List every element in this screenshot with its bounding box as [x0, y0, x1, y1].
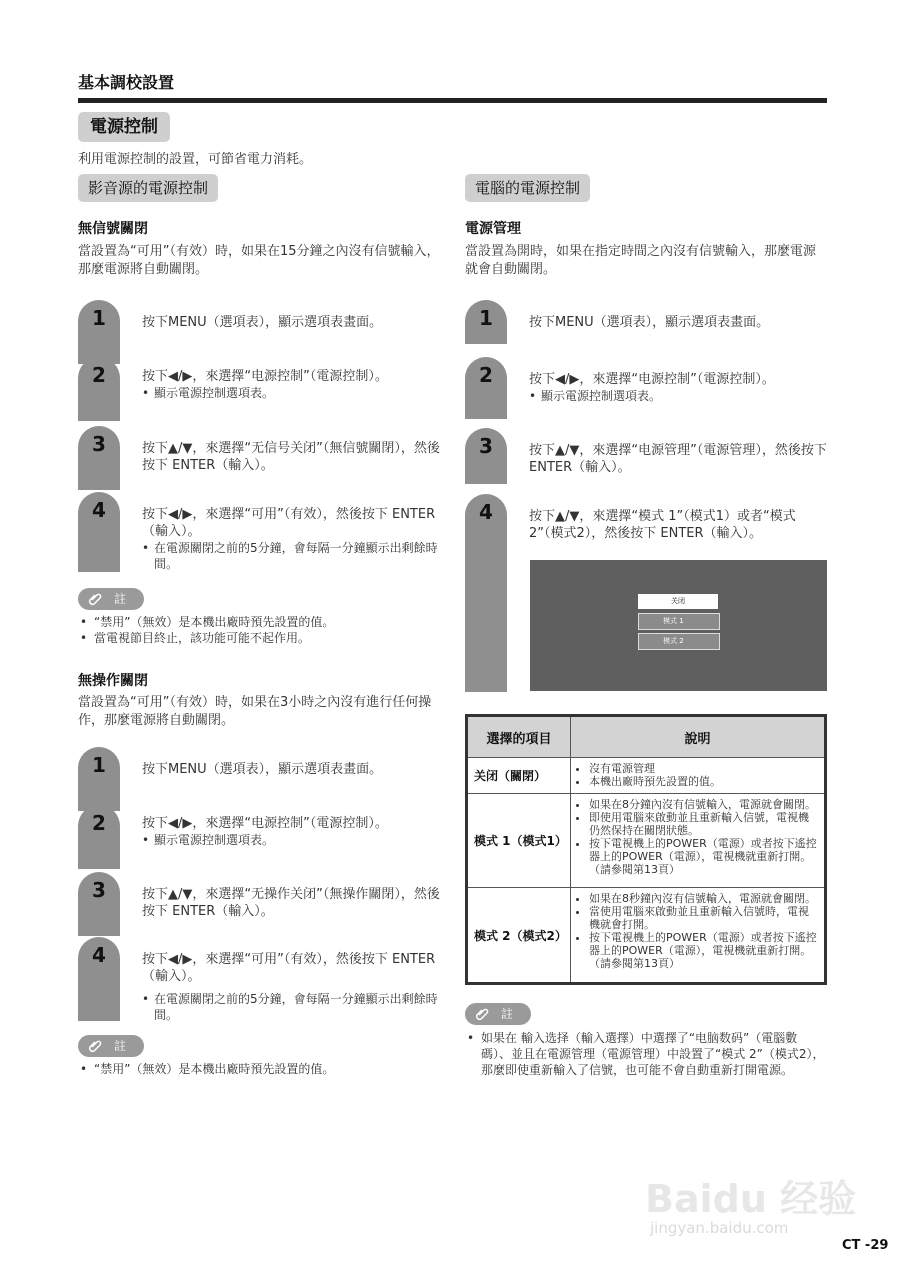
step-number: 4	[479, 500, 493, 524]
menu-option-mode1[interactable]: 模式 1	[638, 613, 720, 630]
paperclip-icon	[88, 591, 104, 614]
note-badge	[465, 1003, 531, 1025]
table-cell-desc	[571, 888, 826, 984]
block2-para: 當設置為“可用”（有效）時，如果在3小時之內沒有進行任何操作，那麼電源將自動關閉。	[78, 695, 432, 728]
note-label: 註	[501, 1007, 514, 1021]
table-row	[467, 794, 826, 888]
step-text: 按下MENU（選項表），顯示選項表畫面。	[142, 315, 383, 330]
step-bullet: • 顯示電源控制選項表。	[142, 385, 440, 401]
step-text: 按下▲/▼，來選擇“模式 1”（模式1）或者“模式 2”（模式2），然後按下 ENTER（輸入）。	[529, 509, 796, 541]
menu-option-off[interactable]: 关闭	[638, 594, 718, 609]
step-number: 2	[92, 363, 106, 387]
section-intro: 利用電源控制的設置，可節省電力消耗。	[78, 152, 313, 167]
block1-para: 當設置為“可用”（有效）時，如果在15分鐘之內沒有信號輸入，那麼電源將自動關閉。	[78, 244, 440, 277]
table-row	[467, 888, 826, 984]
step	[78, 492, 440, 572]
note-label: 註	[114, 1039, 127, 1053]
step-number: 3	[92, 432, 106, 456]
step-number: 3	[92, 878, 106, 902]
step	[465, 357, 827, 419]
section-title: 電源控制	[78, 112, 170, 142]
step-text	[142, 815, 440, 848]
paperclip-icon	[88, 1038, 104, 1061]
step-number: 4	[92, 498, 106, 522]
note-badge	[78, 1035, 144, 1057]
step-bullet: • 顯示電源控制選項表。	[142, 832, 440, 848]
step-number: 2	[92, 811, 106, 835]
step-text: 按下▲/▼，來選擇“电源管理”（電源管理），然後按下 ENTER（輸入）。	[529, 443, 827, 475]
step-instruction: 按下◀/▶，來選擇“电源控制”（電源控制）。	[529, 372, 775, 387]
page-number: CT -29	[842, 1238, 889, 1253]
menu-option-mode2[interactable]: 模式 2	[638, 633, 720, 650]
right-para: 當設置為開時，如果在指定時間之內沒有信號輸入，那麼電源就會自動關閉。	[465, 244, 817, 277]
block2-heading: 無操作關閉	[78, 673, 148, 689]
tv-screen-preview	[530, 560, 827, 691]
note-item: • 當電視節目終止，該功能可能不起作用。	[78, 630, 440, 646]
note-list	[465, 1030, 827, 1078]
step-bullet: • 在電源關閉之前的5分鐘，會每隔一分鐘顯示出剩餘時間。	[142, 540, 440, 572]
step	[78, 872, 440, 936]
step	[465, 300, 827, 344]
desc-item: • 如果在8秒鐘內沒有信號輸入，電源就會關閉。	[589, 892, 818, 905]
table-header-desc: 說明	[571, 716, 826, 758]
step	[78, 357, 440, 421]
step-text: 按下MENU（選項表），顯示選項表畫面。	[529, 315, 770, 330]
desc-item: • 即使用電腦來啟動並且重新輸入信號，電視機仍然保持在關閉狀態。	[589, 811, 818, 837]
step-text: 按下MENU（選項表），顯示選項表畫面。	[142, 762, 383, 777]
note-badge	[78, 588, 144, 610]
step-instruction: 按下◀/▶，來選擇“可用”（有效），然後按下 ENTER（輸入）。	[142, 952, 436, 984]
paperclip-icon	[475, 1006, 491, 1029]
desc-item: • 沒有電源管理	[589, 762, 818, 775]
desc-item: • 按下電視機上的POWER（電源）或者按下遙控器上的POWER（電源），電視機就重新打開。（請參閱第13頁）	[589, 931, 818, 970]
table-cell-item: 模式 1（模式1）	[467, 794, 571, 888]
step-bullet: • 顯示電源控制選項表。	[529, 388, 827, 404]
step	[78, 300, 440, 364]
right-subtitle: 電腦的電源控制	[465, 174, 590, 202]
table-cell-desc	[571, 758, 826, 794]
step-instruction: 按下◀/▶，來選擇“可用”（有效），然後按下 ENTER（輸入）。	[142, 507, 436, 539]
table-cell-item: 模式 2（模式2）	[467, 888, 571, 984]
left-subtitle: 影音源的電源控制	[78, 174, 218, 202]
note-list	[78, 1061, 440, 1077]
step-number: 2	[479, 363, 493, 387]
step-instruction: 按下◀/▶，來選擇“电源控制”（電源控制）。	[142, 369, 388, 384]
step-number: 4	[92, 943, 106, 967]
table-header-row	[467, 716, 826, 758]
page-header-title: 基本調校設置	[78, 73, 175, 92]
step	[78, 937, 440, 1021]
table-cell-item: 关闭（關閉）	[467, 758, 571, 794]
table-header-item: 選擇的項目	[467, 716, 571, 758]
note-list	[78, 614, 440, 646]
note-item: • “禁用”（無效）是本機出廠時預先設置的值。	[78, 1061, 440, 1077]
header-divider	[78, 98, 827, 103]
step-text: 按下▲/▼，來選擇“无信号关闭”（無信號關閉），然後按下 ENTER（輸入）。	[142, 441, 440, 473]
note-item: • 如果在 輸入选择（輸入選擇）中選擇了“电脑数码”（電腦數碼）、並且在電源管理（電源管理）中設置了“模式 2”（模式2），那麼即使重新輸入了信號，也可能不會自動重新打開電源。	[465, 1030, 827, 1078]
step	[465, 428, 827, 484]
desc-item: • 如果在8分鐘內沒有信號輸入，電源就會關閉。	[589, 798, 818, 811]
watermark-url: jingyan.baidu.com	[650, 1219, 789, 1237]
step-text	[142, 368, 440, 401]
step-number: 3	[479, 434, 493, 458]
step	[78, 426, 440, 490]
table-cell-desc	[571, 794, 826, 888]
right-heading: 電源管理	[465, 221, 521, 237]
watermark-logo: Baidu 经验	[645, 1177, 857, 1221]
note-label: 註	[114, 592, 127, 606]
step-text	[529, 371, 827, 404]
step-text	[142, 506, 440, 572]
step-text	[142, 951, 440, 1023]
desc-item: • 本機出廠時預先設置的值。	[589, 775, 818, 788]
step-bullet: • 在電源關閉之前的5分鐘，會每隔一分鐘顯示出剩餘時間。	[142, 991, 440, 1023]
step-number: 1	[92, 306, 106, 330]
step-text: 按下▲/▼，來選擇“无操作关闭”（無操作關閉），然後按下 ENTER（輸入）。	[142, 887, 440, 919]
step-instruction: 按下◀/▶，來選擇“电源控制”（電源控制）。	[142, 816, 388, 831]
desc-item: • 當使用電腦來啟動並且重新輸入信號時，電視機就會打開。	[589, 905, 818, 931]
table-row	[467, 758, 826, 794]
step	[78, 805, 440, 869]
step-number: 1	[479, 306, 493, 330]
step	[78, 747, 440, 811]
step-number: 1	[92, 753, 106, 777]
desc-item: • 按下電視機上的POWER（電源）或者按下遙控器上的POWER（電源），電視機就重新打開。（請參閱第13頁）	[589, 837, 818, 876]
block1-heading: 無信號關閉	[78, 221, 148, 237]
options-table	[465, 714, 827, 985]
note-item: • “禁用”（無效）是本機出廠時預先設置的值。	[78, 614, 440, 630]
